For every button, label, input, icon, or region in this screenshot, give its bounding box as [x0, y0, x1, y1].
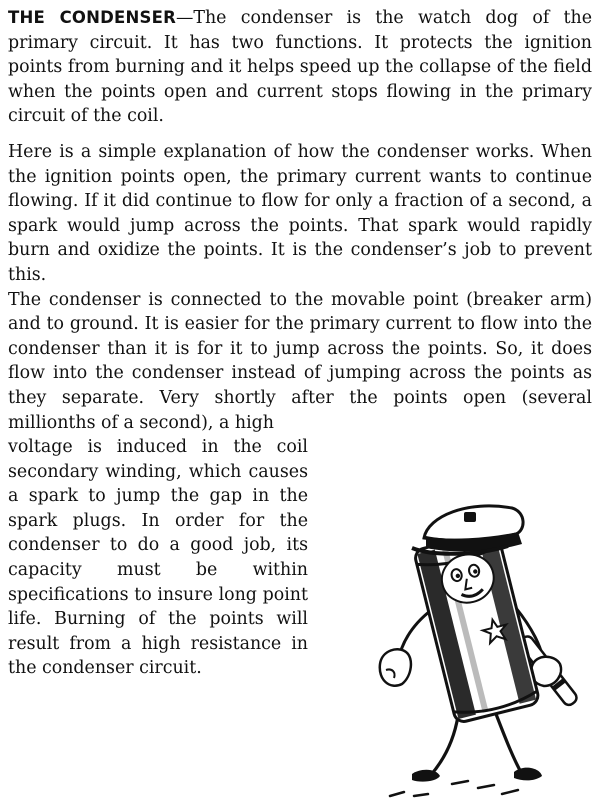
condenser-policeman-cartoon-icon — [376, 478, 586, 803]
paragraph-intro — [8, 6, 592, 129]
paragraph-explanation: Here is a simple explanation of how the condenser works. When the ignition points open, the primary current wants to continue flowing. If it did continue to flow for only a fraction of a second, a spark would jump across the points. That spark would rapidly burn and oxidize the points. It is the condenser’s job to prevent this. — [8, 141, 592, 285]
paragraph-intro-text: The condenser is the watch dog of the primary circuit. It has two functions. It protects the ignition points from burning and it helps speed up the collapse of the field when the points open and current stops flowing in the primary circuit of the coil. — [8, 8, 593, 127]
paragraph-connection: The condenser is connected to the movable point (breaker arm) and to ground. It is easier for the primary current to flow into the condenser than it is for it to jump across the points. So, it does flow into the condenser instead of jumping across the points as they separate. Very shortly after the points open (several millionths of a second), a high — [8, 289, 592, 433]
heading-dash: — — [175, 8, 194, 28]
paragraph-connection-continued: voltage is induced in the coil secondary winding, which causes a spark to jump the gap in the spark plugs. In order for the condenser to do a good job, its capacity must be within specifications to insure long point life. Burning of the points will result from a high resistance in the condenser circuit. — [8, 437, 308, 679]
section-heading: THE CONDENSER — [8, 8, 176, 27]
